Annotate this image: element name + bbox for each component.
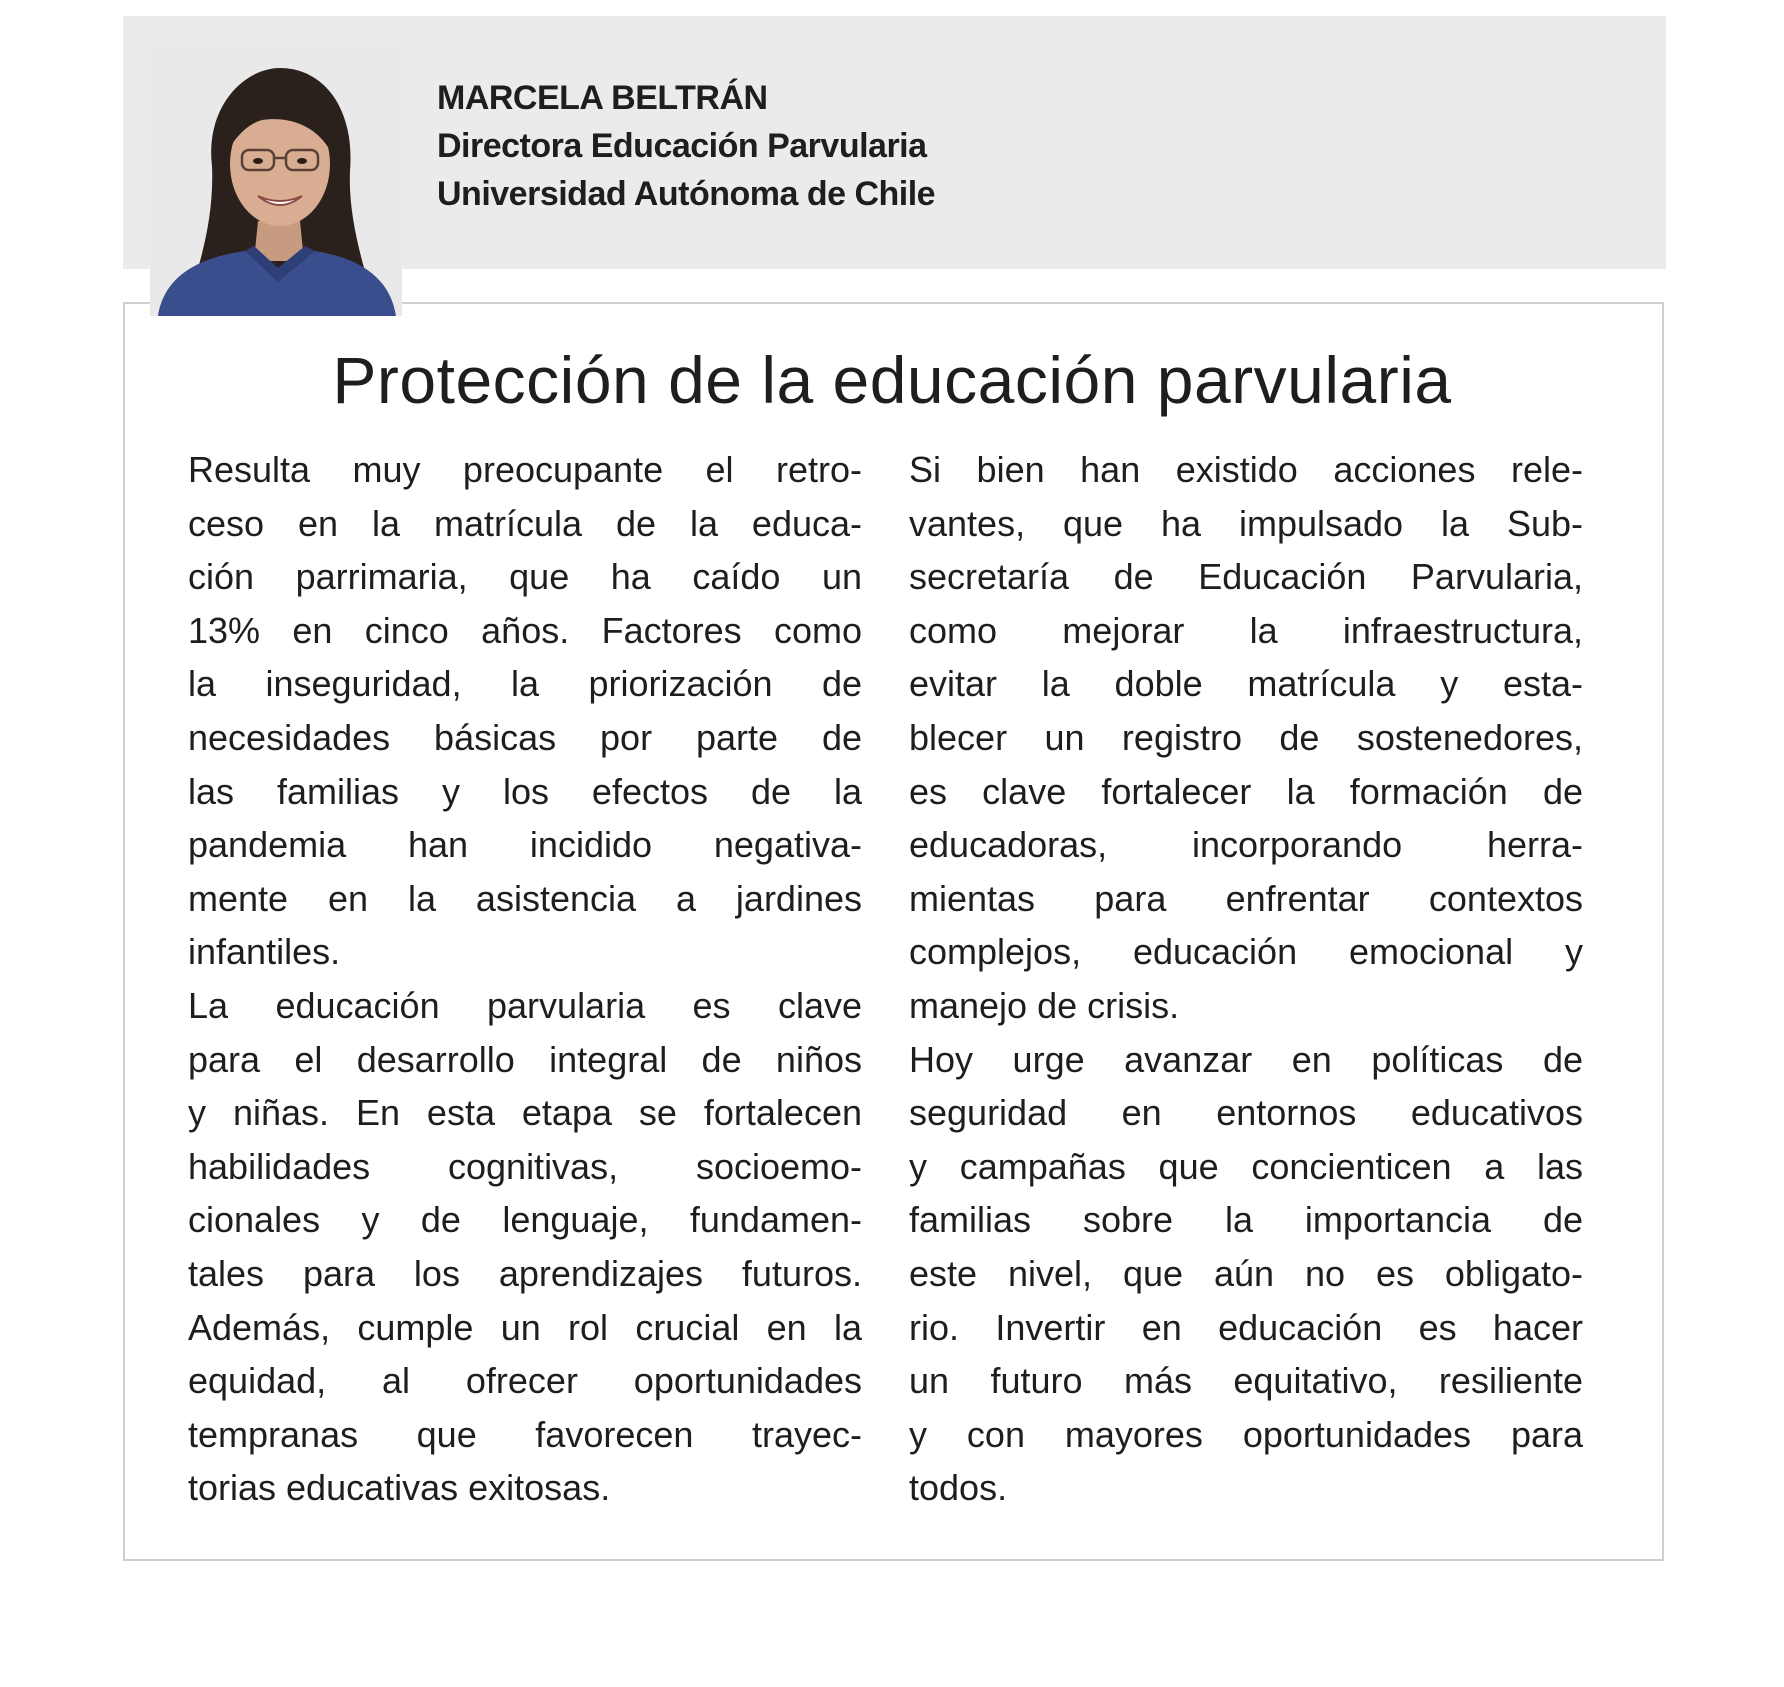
text-line: ción parrimaria, que ha caído un (188, 556, 862, 598)
text-line: y campañas que concienticen a las (909, 1145, 1583, 1187)
text-line: ceso en la matrícula de la educa- (188, 502, 862, 544)
text-line: tempranas que favorecen trayec- (188, 1413, 862, 1455)
text-line: como mejorar la infraestructura, (909, 609, 1583, 651)
text-line: Además, cumple un rol crucial en la (188, 1306, 862, 1348)
text-line: pandemia han incidido negativa- (188, 824, 862, 866)
text-line: necesidades básicas por parte de (188, 716, 862, 758)
text-line: vantes, que ha impulsado la Sub- (909, 502, 1583, 544)
text-line: blecer un registro de sostenedores, (909, 716, 1583, 758)
text-line: Resulta muy preocupante el retro- (188, 449, 862, 490)
author-name: MARCELA BELTRÁN (437, 79, 768, 117)
text-line: y con mayores oportunidades para (909, 1413, 1583, 1455)
text-line: la inseguridad, la priorización de (188, 663, 862, 705)
text-line: es clave fortalecer la formación de (909, 770, 1583, 812)
text-line: y niñas. En esta etapa se fortalecen (188, 1092, 862, 1134)
text-line: Si bien han existido acciones rele- (909, 449, 1583, 490)
text-line: familias sobre la importancia de (909, 1199, 1583, 1241)
article-column-left (188, 443, 862, 1515)
text-line: este nivel, que aún no es obligato- (909, 1252, 1583, 1294)
text-line: todos. (909, 1467, 1008, 1509)
text-line: mientas para enfrentar contextos (909, 877, 1583, 919)
text-line: La educación parvularia es clave (188, 984, 862, 1026)
article-title: Protección de la educación parvularia (332, 343, 1452, 417)
author-photo (150, 46, 402, 316)
author-institution: Universidad Autónoma de Chile (437, 175, 936, 213)
text-line: equidad, al ofrecer oportunidades (188, 1360, 862, 1402)
text-line: secretaría de Educación Parvularia, (909, 556, 1583, 598)
text-line: Hoy urge avanzar en políticas de (909, 1038, 1583, 1080)
text-line: manejo de crisis. (909, 984, 1180, 1026)
text-line: infantiles. (188, 931, 341, 973)
text-line: torias educativas exitosas. (188, 1467, 611, 1509)
text-line: para el desarrollo integral de niños (188, 1038, 862, 1080)
text-line: cionales y de lenguaje, fundamen- (188, 1199, 862, 1241)
text-line: habilidades cognitivas, socioemo- (188, 1145, 862, 1187)
text-line: educadoras, incorporando herra- (909, 824, 1583, 866)
author-portrait-image (150, 46, 402, 316)
author-role: Directora Educación Parvularia (437, 127, 927, 165)
text-line: las familias y los efectos de la (188, 770, 862, 812)
text-line: tales para los aprendizajes futuros. (188, 1252, 862, 1294)
text-line: mente en la asistencia a jardines (188, 877, 862, 919)
text-line: seguridad en entornos educativos (909, 1092, 1583, 1134)
text-line: 13% en cinco años. Factores como (188, 609, 862, 651)
article-column-right (909, 443, 1583, 1515)
text-line: complejos, educación emocional y (909, 931, 1583, 973)
text-line: evitar la doble matrícula y esta- (909, 663, 1583, 705)
author-info (437, 74, 935, 218)
text-line: un futuro más equitativo, resiliente (909, 1360, 1583, 1402)
text-line: rio. Invertir en educación es hacer (909, 1306, 1583, 1348)
